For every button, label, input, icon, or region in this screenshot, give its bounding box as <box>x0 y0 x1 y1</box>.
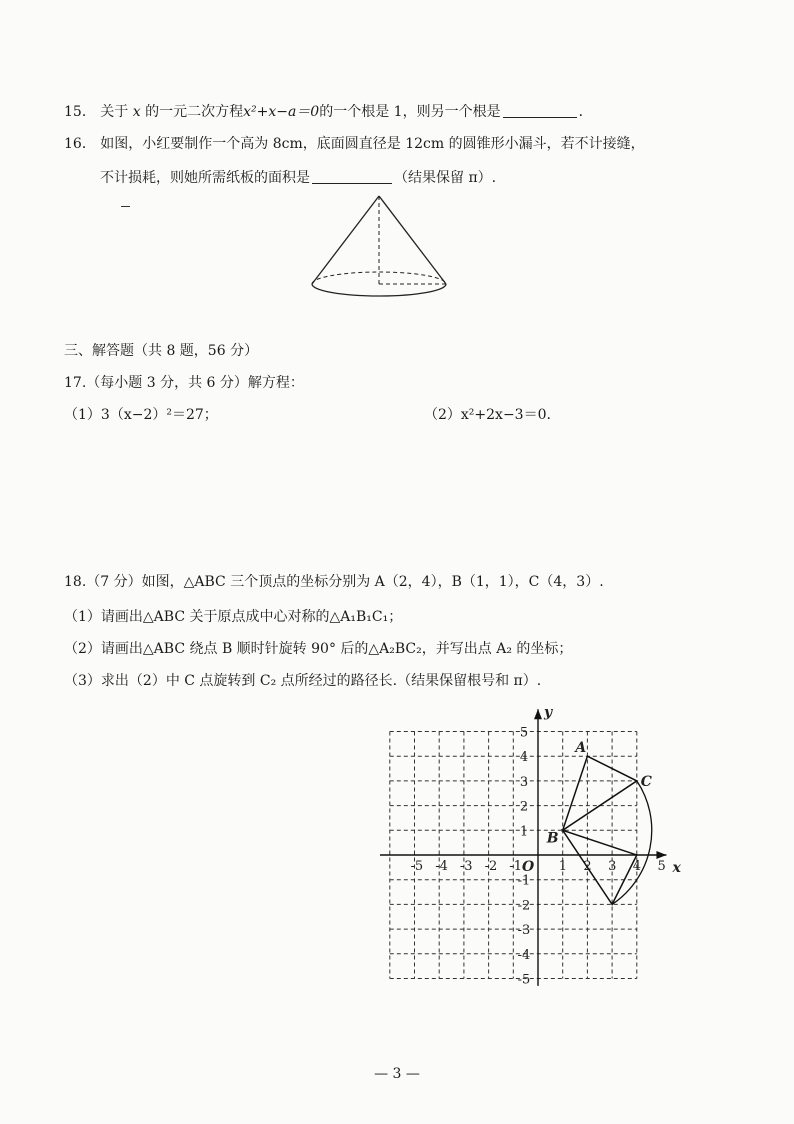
q16-line2-post: （结果保留 π）. <box>394 170 497 186</box>
section-3-title: 三、解答题（共 8 题，56 分） <box>64 343 259 359</box>
question-18-part2: （2）请画出△ABC 绕点 B 顺时针旋转 90° 后的△A₂BC₂，并写出点 A₂ 的坐标； <box>64 641 573 657</box>
q16-number: 16． <box>64 136 96 152</box>
q16-answer-blank[interactable] <box>312 169 392 184</box>
q15-variable: x <box>132 104 141 120</box>
x-tick-label: -5 <box>410 859 424 874</box>
cone-left-edge <box>312 196 379 284</box>
q15-post: 的一个根是 1，则另一个根是 <box>319 104 501 120</box>
y-tick-label: 4 <box>519 750 529 766</box>
x-tick-label: -4 <box>435 859 448 874</box>
x-axis-label: x <box>672 860 681 876</box>
cone-right-edge <box>379 196 446 284</box>
y-tick-label: -5 <box>517 972 531 988</box>
q15-answer-blank[interactable] <box>503 103 577 118</box>
cone-base-front <box>312 284 446 296</box>
x-tick-label: -2 <box>484 859 498 874</box>
y-tick-label: 3 <box>519 774 529 790</box>
rotation-arc-c-to-c2 <box>612 781 652 905</box>
point-a-label: A <box>575 740 587 757</box>
question-16 <box>64 133 645 153</box>
y-tick-label: 5 <box>519 725 529 741</box>
coordinate-grid-figure <box>380 700 700 995</box>
x-tick-label: 4 <box>632 859 642 874</box>
x-axis-arrow <box>656 851 666 859</box>
x-tick-label: 5 <box>657 859 666 874</box>
triangle-abc <box>563 756 637 830</box>
x-tick-label: -1 <box>509 859 522 874</box>
question-16-line2 <box>100 167 496 187</box>
q15-number: 15． <box>64 104 96 120</box>
question-18-title: 18.（7 分）如图，△ABC 三个顶点的坐标分别为 A（2，4），B（1，1），C（4，3）. <box>64 574 604 590</box>
y-axis-arrow <box>534 709 542 719</box>
question-18-part1: （1）请画出△ABC 关于原点成中心对称的△A₁B₁C₁； <box>64 609 403 625</box>
y-tick-label: -1 <box>517 873 531 889</box>
x-tick-label: 1 <box>558 859 567 874</box>
question-15 <box>64 101 593 121</box>
y-tick-label: 2 <box>519 799 529 815</box>
x-tick-label: -3 <box>459 859 473 874</box>
x-tick-label: 3 <box>608 859 617 874</box>
question-17-part2: （2）x²+2x−3＝0. <box>424 407 551 423</box>
y-tick-label: -4 <box>517 947 531 963</box>
cone-figure <box>300 190 460 305</box>
question-18-part3: （3）求出（2）中 C 点旋转到 C₂ 点所经过的路径长.（结果保留根号和 π）. <box>64 673 542 689</box>
point-b-label: B <box>546 830 559 847</box>
q16-line2-pre: 不计损耗，则她所需纸板的面积是 <box>100 170 310 186</box>
y-tick-label: 1 <box>519 824 529 840</box>
page-number: — 3 — <box>374 1066 420 1082</box>
point-c-label: C <box>640 773 652 790</box>
q16-line1: 如图，小红要制作一个高为 8cm，底面圆直径是 12cm 的圆锥形小漏斗，若不计接缝， <box>100 136 645 152</box>
y-tick-label: -3 <box>517 923 531 939</box>
question-17-part1: （1）3（x−2）²＝27； <box>64 407 218 423</box>
q15-end: ． <box>578 104 593 120</box>
origin-label: O <box>522 859 535 875</box>
q15-equation: x²+x−a＝0 <box>243 104 320 120</box>
stray-mark <box>121 206 130 207</box>
x-tick-label: 2 <box>583 859 592 874</box>
q15-mid: 的一元二次方程 <box>145 104 244 120</box>
y-axis-label: y <box>544 704 553 721</box>
q15-pre: 关于 <box>100 104 129 120</box>
y-tick-label: -2 <box>517 898 531 914</box>
question-17-title: 17.（每小题 3 分，共 6 分）解方程： <box>64 375 304 391</box>
